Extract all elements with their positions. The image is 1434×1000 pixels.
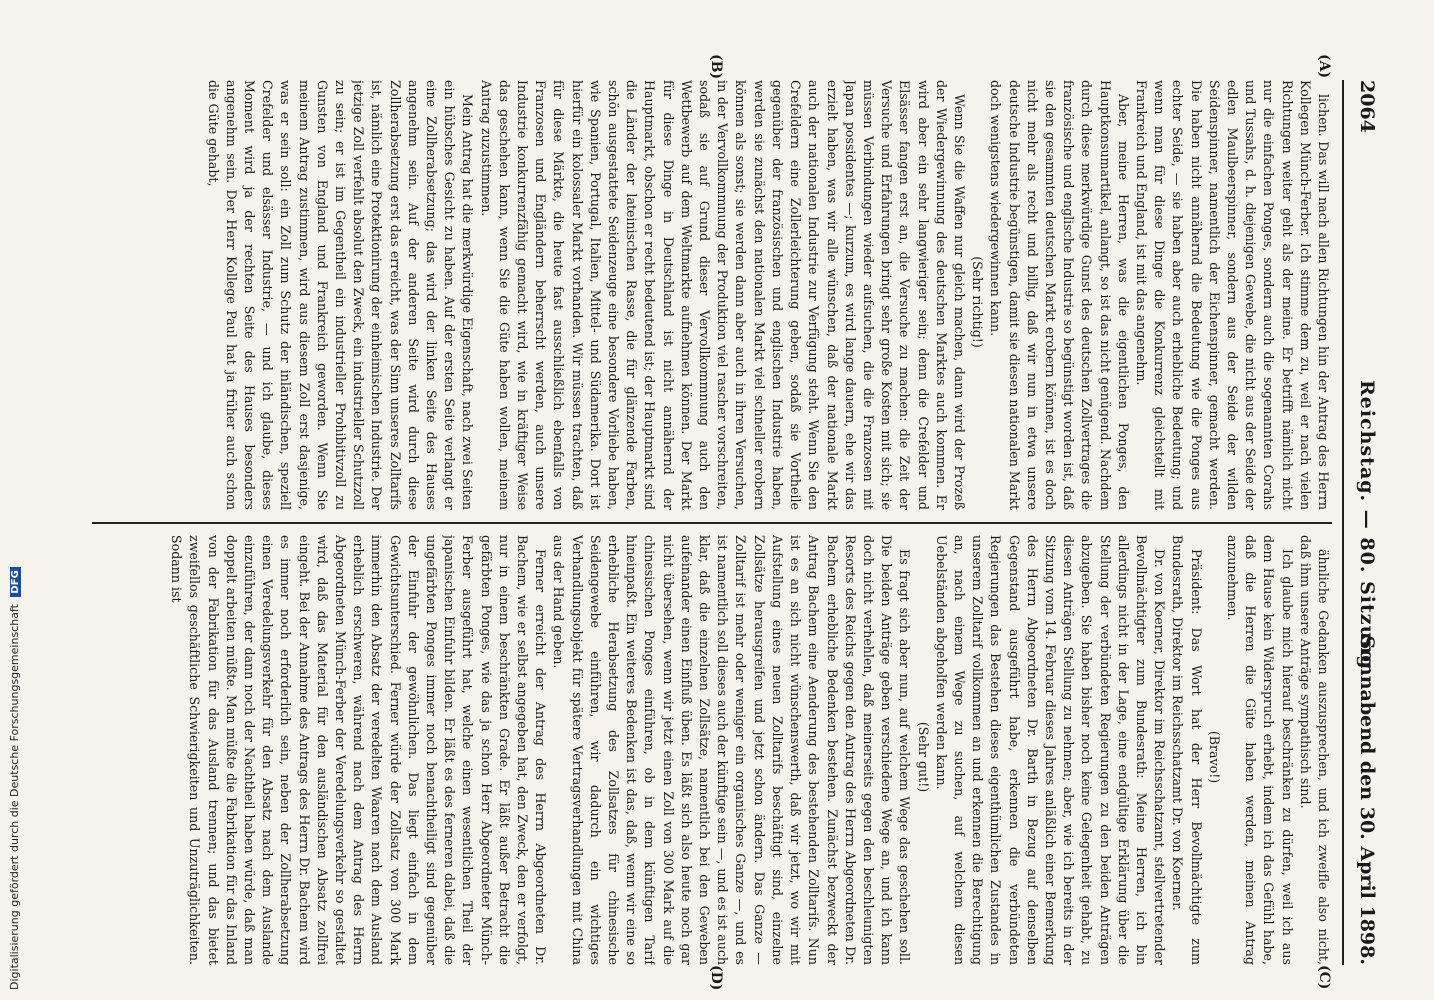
paragraph: Aber, meine Herren, was die eigentlichen Ponges, den Hauptkonsumartikel, anlangt, so ist das nicht genügend. Nachdem durch diese merkwürdige Gunst des deutschen Zollvertrages die französische und englische Industrie so begünstigt worden ist, daß sie den gesammten deutschen Markt erobern können, ist es doch nicht mehr als recht und billig, daß wir nun in etwa unsere deutsche Industrie begünstigen, damit sie diesen nationalen Markt doch wenigstens wiedergewinnen kann. (988, 80, 1131, 510)
interjection: (Sehr gut!) (915, 721, 931, 793)
paragraph: ähnliche Gedanken auszusprechen, und ich zweifle also nicht, daß ihm unsere Anträge sympathisch sind. (1297, 535, 1331, 965)
column-divider (92, 522, 1332, 524)
rotated-page (76, 54, 1384, 991)
paragraph: Es fragt sich aber nun, auf welchem Wege das geschehen soll. Die beiden Anträge geben verschiedene Wege an, und ich kann doch nicht verhehlen, daß meinerseits gegen den beschleunigten Resorts des Reichs gegen den Antrag des Herrn Abgeordneten Dr. Bachem erhebliche Bedenken bestehen. Zunächst bezweckt der Antrag Bachem eine Aenderung des bestehenden Zolltarifs. Nun ist es an sich nicht wünschenswerth, daß wir jetzt, wo wir mit Aufstellung eines neuen Zolltarifs beschäftigt sind, einzelne Zollsätze herausgreifen und jetzt schon ändern. Das Ganze — Zolltarif ist mehr oder weniger ein organisches Ganze —, und es ist namentlich soll dieses auch der künftige sein —, und es ist auch klar, daß die einzelnen Zollsätze, namentlich bei den Geweben aufeinander einen Einfluß üben. Es läßt sich also heute noch gar nicht übersehen, wenn wir jetzt einen Zoll von 300 Mark auf die chinesischen Ponges einführen, ob in dem künftigen Tarif hineinpaßt. Ein weiteres Bedenken ist das, daß, wenn wir eine so erhebliche Herabsetzung des Zollsatzes für chinesische Seidengewebe einführen, wir dadurch ein wichtiges Verhandlungsobjekt für spätere Vertragsverhandlungen mit China aus der Hand geben. (551, 535, 913, 965)
speaker-paragraph: Dr. von Koerner, Direktor im Reichsschatzamt, stellvertretender Bevollmächtigter zum Bundesrath: Meine Herren, ich bin allerdings nicht in der Lage, eine endgültige Erklärung über die Stellung der verbündeten Regierungen zu den beiden Anträgen abzugeben. Sie haben bisher noch keine Gelegenheit gehabt, zu diesen Anträgen Stellung zu nehmen; aber, wie ich bereits in der Sitzung vom 14. Februar dieses Jahres anläßlich einer Bemerkung des Herrn Abgeordneten Dr. Barth in Bezug auf denselben Gegenstand ausgeführt habe, erkennen die verbündeten Regierungen das Bestehen dieses eigenthümlichen Zustandes in unserem Zolltarif vollkommen an und erkennen die Berechtigung an, nach einem Wege zu suchen, auf welchem diesen Uebelständen abgeholfen werden kann. (933, 535, 1168, 965)
right-column (92, 535, 1332, 965)
paragraph: Ich glaube mich hierauf beschränken zu dürfen, weil ich aus dem Hause kein Widerspruch erhebt, indem ich das Gefühl habe, daß die Herren die Güte haben werden, meinen Antrag anzunehmen. (1224, 535, 1295, 965)
page-number: 2064 (1356, 80, 1378, 133)
dfg-logo: DFG (10, 567, 21, 596)
margin-marker-d: (D) (708, 965, 724, 991)
paragraph: Mein Antrag hat die merkwürdige Eigenschaft, nach zwei Seiten ein hübsches Gesicht zu haben. Auf der ersten Seite verlangt er eine Zollherabsetzung; das wird der linken Seite des Hauses angenehm sein. Auf der anderen Seite wird durch diese Zollherabsetzung erst das erreicht, was der Sinn unseres Zolltarifs ist, nämlich eine Protektionirung der einheimischen Industrie. Der jetzige Zoll verfehlt absolut den Zweck, ein industrieller Schutzzoll zu sein; er ist im Gegentheil ein industrieller Prohibitivzoll zu Gunsten von England und Frankreich geworden. Wenn Sie meinem Antrag zustimmen, wird aus diesem Zoll erst dasjenige, was er sein soll: ein Zoll zum Schutz der inländischen, speziell Crefelder und elsässer Industrie, — und ich glaube, dieses Moment wird ja der rechten Seite des Hauses besonders angenehm sein. Der Herr Kollege Paul hat ja früher auch schon die Güte gehabt, (205, 80, 476, 510)
paragraph: Wenn Sie die Waffen nur gleich machen, dann wird der Prozeß der Wiedergewinnung des deutschen Marktes auch kommen. Er wird aber ein sehr langwieriger sein; denn die Crefelder und Elsässer fangen erst an, die Versuche zu machen: die Zeit der Versuche und Erfahrungen bringt sehr große Kosten mit sich; sie müssen Verbindungen wieder aufsuchen, die die Franzosen mit Japan possidentes —; kurzum, es wird lange dauern, ehe wir das erzielt haben, was wir alle wünschen, daß der nationale Markt auch der nationalen Industrie zur Verfügung steht. Wenn Sie den Crefeldern eine Zollerleichterung geben, sodaß sie Vortheile gegenüber der französischen und englischen Industrie haben, werden sie zunächst den nationalen Markt viel schneller erobern können als sonst; sie werden dann aber auch in ihren Versuchen, in der Vervollkommnung der Produktion viel rascher vorschreiten, sodaß sie auf Grund dieser Vervollkommnung auch den Wettbewerb auf dem Weltmarkte aufnehmen können. Der Markt für diese Dinge in Deutschland ist nicht annähernd der Hauptmarkt, obschon er recht bedeutend ist; der Hauptmarkt sind die Länder der lateinischen Rasse, die für glänzende Farben, schön ausgestattete Seidenzeuge eine besondere Vorliebe haben, wie Spanien, Portugal, Italien, Mittel- und Südamerika. Dort ist hierfür ein kolossaler Markt vorhanden. Wir müssen trachten, daß für diese Märkte, die heute fast ausschließlich ebenfalls von Franzosen und Engländern beherrscht werden, auch unsere Industrie konkurrenzfähig gemacht wird, wie in kräftiger Weise das geschehen kann, wenn Sie die Güte haben wollen, meinem Antrag zuzustimmen. (478, 80, 967, 510)
session-title: Reichstag. — 80. Sitzung. (1356, 380, 1378, 678)
paragraph: lichen. Das will nach allen Richtungen hin der Antrag des Herrn Kollegen Münch-Ferber. Ich stimme dem zu, weil er nach vielen Richtungen weiter geht als der meine. Er betrifft nämlich nicht nur die einfachen Ponges, sondern auch die sogenannten Corahs und Tussahs, d. h. diejenigen Gewebe, die nicht aus der Seide der edlen Maulbeerspinner, sondern aus der Seide der wilden Seidenspinner, namentlich der Eichenspinner, gemacht werden. Die haben nicht annähernd die Bedeutung wie die Ponges aus echter Seide, — sie haben aber auch erhebliche Bedeutung; und wenn man für diese Dinge die Konkurrenz gleichstellt mit Frankreich und England, ist mit das angenehm. (1133, 80, 1331, 510)
margin-marker-b: (B) (708, 54, 724, 80)
interjection: (Bravo!) (1206, 730, 1222, 784)
margin-marker-a: (A) (1316, 54, 1332, 79)
left-column (92, 80, 1332, 510)
funding-notice-text: Digitalisierung gefördert durch die Deutsche Forschungsgemeinschaft (8, 604, 21, 990)
interjection: (Sehr richtig!) (970, 256, 986, 348)
speaker-paragraph: Präsident: Das Wort hat der Herr Bevollmächtigte zum Bundesrath, Direktor im Reichsschatzamt Dr. von Koerner. (1170, 535, 1204, 965)
margin-marker-c: (C) (1316, 965, 1332, 990)
paragraph: Ferner erreicht der Antrag des Herrn Abgeordneten Dr. Bachem, wie er selbst angegeben hat, den Zweck, den er verfolgt, nur in einem beschränkten Grade. Er läßt außer Betracht die gefärbten Ponges, wie das ja schon Herr Abgeordneter Münch-Ferber ausgeführt hat, welche einen wesentlichen Theil der japanischen Einfuhr bilden. Er läßt es des ferneren dabei, daß die ungefärbten Ponges immer noch benachtheiligt sind gegenüber der Einfuhr der gewöhnlichen. Das liegt einfach in dem Gewichtsunterschied. Ferner würde der Zollsatz von 300 Mark immerhin den Absatz der veredelten Waaren nach dem Ausland erheblich erschweren, während nach dem Antrag des Herrn Abgeordneten Münch-Ferber der Veredelungsverkehr so gestaltet wird, daß das Material für den ausländischen Absatz zollfrei eingeht. Bei der Annahme des Antrags des Herrn Dr. Bachem wird es immer noch erforderlich sein, neben der Zollherabsetzung einen Veredelungsverkehr für den Absatz nach dem Auslande einzuführen, der dann noch der Nachtheil haben würde, daß man doppelt arbeiten müßte. Man müßte die Fabrikation für das Inland von der Fabrikation für das Ausland trennen; und das bietet zweifellos geschäftliche Schwierigkeiten und Unzuträglichkeiten. Sodann ist (169, 535, 549, 965)
page-header (1342, 80, 1384, 965)
session-date: Sonnabend den 30. April 1898. (1356, 635, 1378, 965)
funding-notice (8, 567, 21, 990)
